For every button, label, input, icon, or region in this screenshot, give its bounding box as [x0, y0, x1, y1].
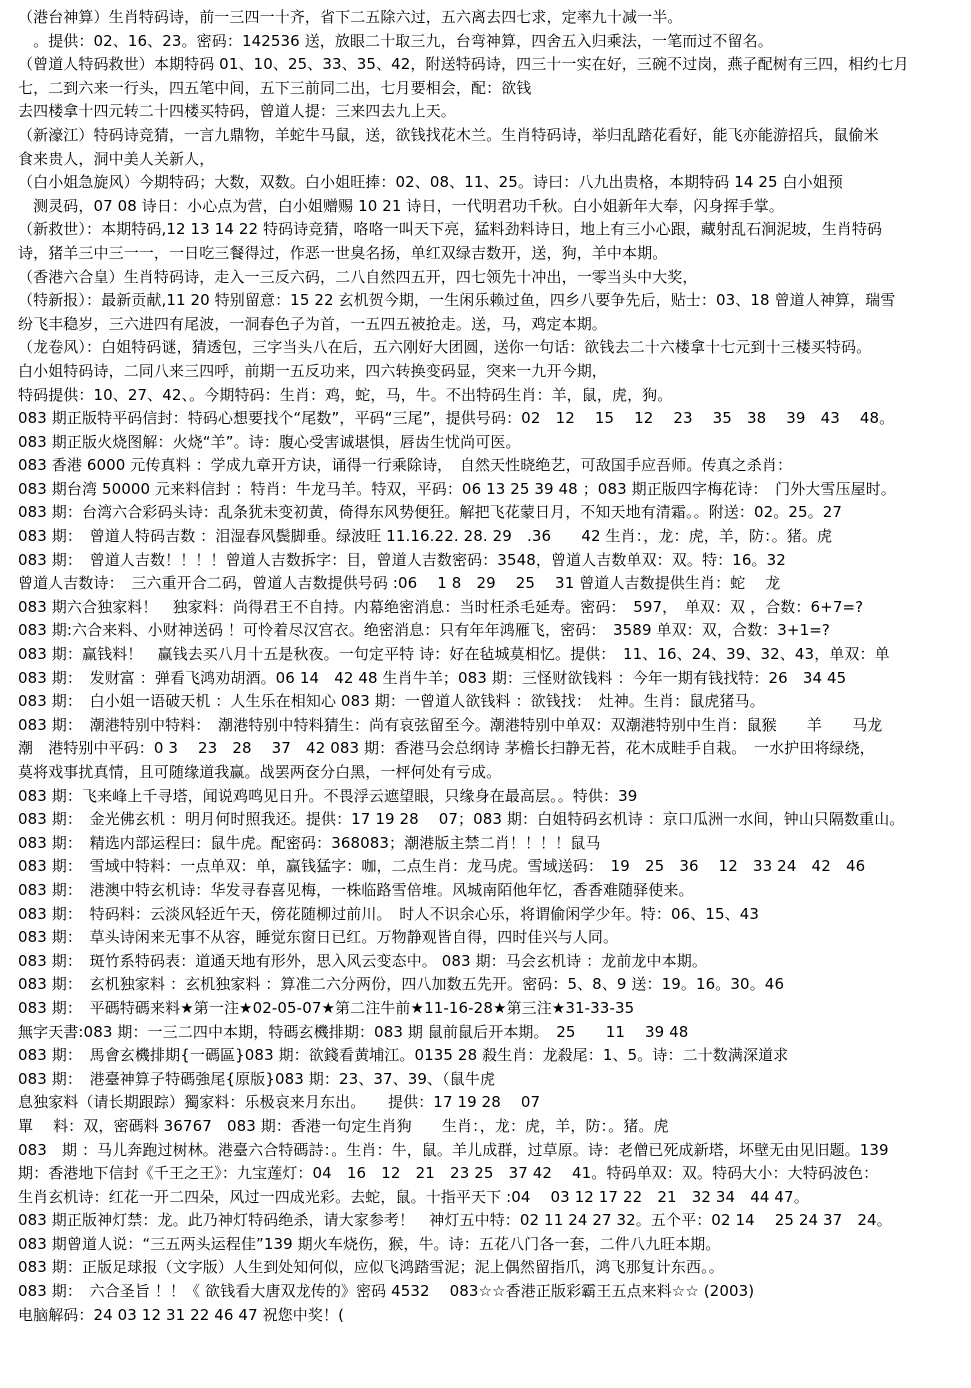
text-line: 曾道人吉数诗： 三六重开合二码，曾道人吉数提供号码 :06 1 8 29 25 31 曾道人吉数提供生肖：蛇 龙 [18, 574, 781, 593]
text-line: 083 期台湾 50000 元来料信封 ：特肖：牛龙马羊。特双，平码：06 13 25 39 48 ；083 期正版四字梅花诗： 门外大雪压屋时。 [18, 479, 896, 498]
text-line: 083 期： 港澳中特玄机诗：华发寻春喜见梅，一株临路雪倍堆。风城南陌他年忆，香香难随驿使来。 [18, 880, 694, 899]
text-line: 083 期： 金光佛玄机 ：明月何时照我还。提供：17 19 28 07；083 期：白姐特码玄机诗 ：京口瓜洲一水间，钟山只隔数重山。 [18, 810, 905, 829]
text-line: 083 期曾道人说：“三五两头运程佳”139 期火车烧伤，猴，牛。诗：五花八门各一套，二件八九旺本期。 [18, 1234, 721, 1253]
text-line: 083 期： 雪域中特料：一点单双：单，赢钱猛字：咖，二点生肖：龙马虎。雪域送码： 19 25 36 12 33 24 42 46 [18, 857, 866, 876]
text-line: 083 期： 斑竹系特码表：道通天地有形外，思入风云变态中。 083 期：马会玄机诗 ：龙前龙中本期。 [18, 951, 707, 970]
text-line: 。提供：02、16、23。密码：142536 送，放眼二十取三九，台弯神算，四舍五入归乘法，一笔而过不留名。 [18, 31, 773, 50]
text-line: 去四楼拿十四元转二十四楼买特码，曾道人提：三来四去九上天。 [18, 102, 456, 121]
text-line: 083 期六合独家料！ 独家料：尚得君王不自持。内幕绝密消息：当时枉杀毛延寿。密码： 597， 单双：双 ，合数：6+7=? [18, 597, 864, 616]
text-line: （特新报）：最新贡献,11 20 特别留意：15 22 玄机贺今期，一生闲乐赖过鱼，四乡八要争先后，贴士：03、18 曾道人神算，瑞雪 [18, 291, 896, 310]
text-line: 电脑解码：24 03 12 31 22 46 47 祝您中奖！( [18, 1305, 345, 1324]
text-line: （香港六合皇）生肖特码诗，走入一三反六码，二八自然四五开，四七领先十冲出，一零当头中大奖， [18, 267, 698, 286]
text-line: 083 期正版神灯禁：龙。此乃神灯特码绝杀，请大家参考！ 神灯五中特：02 11 24 27 32。五个平：02 14 25 24 37 24。 [18, 1211, 892, 1230]
text-line: 083 期： 曾道人特码吉数 ：泪湿春风鬓脚垂。绿波旺 11.16.22. 28. 29 .36 42 生肖：，龙：虎，羊，防：。猪。虎 [18, 527, 833, 546]
text-line: 083 期： 精选内部运程曰：鼠牛虎。配密码：368083；潮港版主禁二肖！！！！鼠马 [18, 833, 601, 852]
text-line: 083 期正版火烧图解：火烧“羊”。诗：腹心受害诚堪惧，唇齿生忧尚可医。 [18, 432, 521, 451]
text-line: 七，二到六来一行头，四五笔中间，五下三前同二出，七月要相会，配：欲钱 [18, 78, 532, 97]
text-line: 083 香港 6000 元传真料 ：学成九章开方诀，诵得一行乘除诗， 自然天性晓绝艺，可敌国手应吾师。传真之杀肖： [18, 456, 793, 475]
text-line: 083 期： 曾道人吉数！！！！曾道人吉数拆字：目，曾道人吉数密码：3548，曾道人吉数单双：双。特：16。32 [18, 550, 786, 569]
text-line: （新救世）：本期特码,12 13 14 22 特码诗竞猜，咯咯一叫天下亮，猛料劲料诗日，地上有三小心跟，藏射乱石涧泥坡，生肖特码 [18, 220, 883, 239]
text-line: 083 期:六合来料、小财神送码 ！可怜着尽汉宫衣。绝密消息：只有年年鸿雁飞，密码： 3589 单双：双，合数：3+1=? [18, 621, 830, 640]
text-line: 息独家料（请长期跟踪）獨家料：乐极哀来月东出。 提供：17 19 28 07 [18, 1093, 541, 1112]
text-line: 莫将戏事扰真情，且可随缘道我赢。战罢两奁分白黑，一枰何处有亏成。 [18, 763, 502, 781]
text-line: 083 期： 特码料：云淡风轻近午天，傍花随柳过前川。 时人不识余心乐，将谓偷闲学少年。特：06、15、43 [18, 904, 760, 923]
text-line: （白小姐急旋风）今期特码；大数，双数。白小姐旺捧：02、08、11、25。诗曰：八九出贵格，本期特码 14 25 白小姐预 [18, 173, 843, 192]
text-line: （龙卷风）：白姐特码谜，猜透包，三字当头八在后，五六刚好大团圆，送你一句话：欲钱去二十六楼拿十七元到十三楼买特码。 [18, 338, 872, 357]
text-line: 083 期： 港臺神算子特碼強尾{原版}083 期：23、37、39、（鼠牛虎 [18, 1069, 496, 1088]
text-line: 單 料：双，密碼料 36767 083 期：香港一句定生肖狗 生肖：，龙：虎，羊，防：。猪。虎 [18, 1116, 669, 1135]
text-line: 083 期：赢钱料！ 赢钱去买八月十五是秋夜。一句定平特 诗：好在毡城莫相忆。提供： 11、16、24、39、32、43，单双：单 [18, 645, 890, 664]
text-line: 083 期： 馬會玄機排期{一碼區}083 期：欲錢看黄埔江。0135 28 殺生肖：龙殺尾：1、5。诗：二十数满深道求 [18, 1046, 789, 1065]
text-line: 083 期： 平碼特碼来料★第一注★02-05-07★第二注牛前★11-16-28★第三注★31-33-35 [18, 998, 635, 1017]
text-line: 083 期： 草头诗闲来无事不从容，睡觉东窗日已红。万物静观皆自得，四时佳兴与人同。 [18, 928, 619, 947]
text-line: 083 期正版特平码信封：特码心想要找个“尾数”，平码“三尾”，提供号码：02 12 15 12 23 35 38 39 43 48。 [18, 409, 895, 428]
text-line: 白小姐特码诗，二同八来三四呼，前期一五反功来，四六转换变码显，突来一九开今期， [18, 361, 607, 380]
text-line: 083 期：台湾六合彩码头诗：乱条犹未变初黄，倚得东风势便狂。解把飞花蒙日月，不知天地有清霜。。附送：02。25。27 [18, 503, 843, 522]
text-line: （新濠江）特码诗竞猜，一言九鼎物，羊蛇牛马鼠，送，欲钱找花木兰。生肖特码诗，举归乱踏花看好，能飞亦能游招兵，鼠偷米 [18, 125, 879, 144]
text-line: 083 期： 玄机独家料 ：玄机独家料 ：算准二六分两份，四八加数五先开。密码：5、8、9 送：19。16。30。46 [18, 975, 785, 994]
text-line: 083 期： 潮港特别中特料： 潮港特别中特料猜生：尚有哀弦留至今。潮港特别中单双：双潮港特别中生肖：鼠猴 羊 马龙 [18, 715, 883, 734]
text-line: 無字天書:083 期：一三二四中本期，特碼玄機排期：083 期 鼠前鼠后开本期。 25 11 39 48 [18, 1022, 689, 1041]
text-line: 食来贵人，洞中美人关新人， [18, 149, 215, 168]
text-line: 期：香港地下信封《千王之王》：九宝莲灯：04 16 12 21 23 25 37 42 41。特码单双：双。特码大小：大特码波色： [18, 1164, 879, 1183]
text-line: 083 期：飞来峰上千寻塔，闻说鸡鸣见日升。不畏浮云遮望眼，只缘身在最高层。。特供：39 [18, 786, 638, 805]
text-line: （曾道人特码救世）本期特码 01、10、25、33、35、42，附送特码诗，四三十一实在好，三碗不过岗，燕子配树有三四，相约七月 [18, 55, 909, 74]
text-line: 083 期： 发财富 ：弹看飞鸿劝胡酒。06 14 42 48 生肖牛羊；083 期：三怪财欲钱料 ：今年一期有钱找特：26 34 45 [18, 668, 847, 687]
text-line: 083 期：正版足球报（文字版）人生到处知何似，应似飞鸿踏雪泥；泥上偶然留指爪，鸿飞那复计东西。。 [18, 1258, 724, 1277]
text-line: 纷飞丰稳岁，三六进四有尾波，一洞春色子为首，一五四五被抢走。送，马，鸡定本期。 [18, 314, 607, 333]
text-line: （港台神算）生肖特码诗，前一三四一十齐，省下二五除六过，五六离去四七求，定率九十减一半。 [18, 8, 683, 26]
text-line: 特码提供：10、27、42、。今期特码：生肖：鸡，蛇，马，牛。不出特码生肖：羊，鼠，虎，狗。 [18, 385, 673, 404]
text-line: 诗，猪羊三中三一一，一日吃三餐得过，作恶一世臭名扬，单红双绿吉数开，送，狗，羊中本期。 [18, 243, 668, 262]
text-line: 083 期： 六合圣旨 ！！《 欲钱看大唐双龙传的》密码 4532 083☆☆香港正版彩霸王五点来料☆☆ (2003) [18, 1282, 755, 1301]
text-line: 潮 港特别中平码：0 3 23 28 37 42 083 期：香港马会总纲诗 茅檐长扫静无苔，花木成畦手自栽。 一水护田将绿绕， [18, 739, 875, 758]
text-line: 083 期： 白小姐一语破天机 ：人生乐在相知心 083 期：一曾道人欲钱料 ：欲钱找： 灶神。生肖：鼠虎猪马。 [18, 692, 765, 711]
text-line: 生肖玄机诗：红花一开二四朵，风过一四成光彩。去蛇，鼠。十指平天下 :04 03 12 17 22 21 32 34 44 47。 [18, 1187, 809, 1206]
text-line: 083 期 ：马儿奔跑过树林。港臺六合特碼詩：。生肖：牛，鼠。羊儿成群，过草原。诗：老僧已死成新塔，坏壁无由见旧题。139 [18, 1140, 889, 1159]
text-line: 测灵码，07 08 诗日：小心点为营，白小姐赠赐 10 21 诗日，一代明君功千秋。白小姐新年大奉，闪身挥手掌。 [18, 196, 784, 215]
